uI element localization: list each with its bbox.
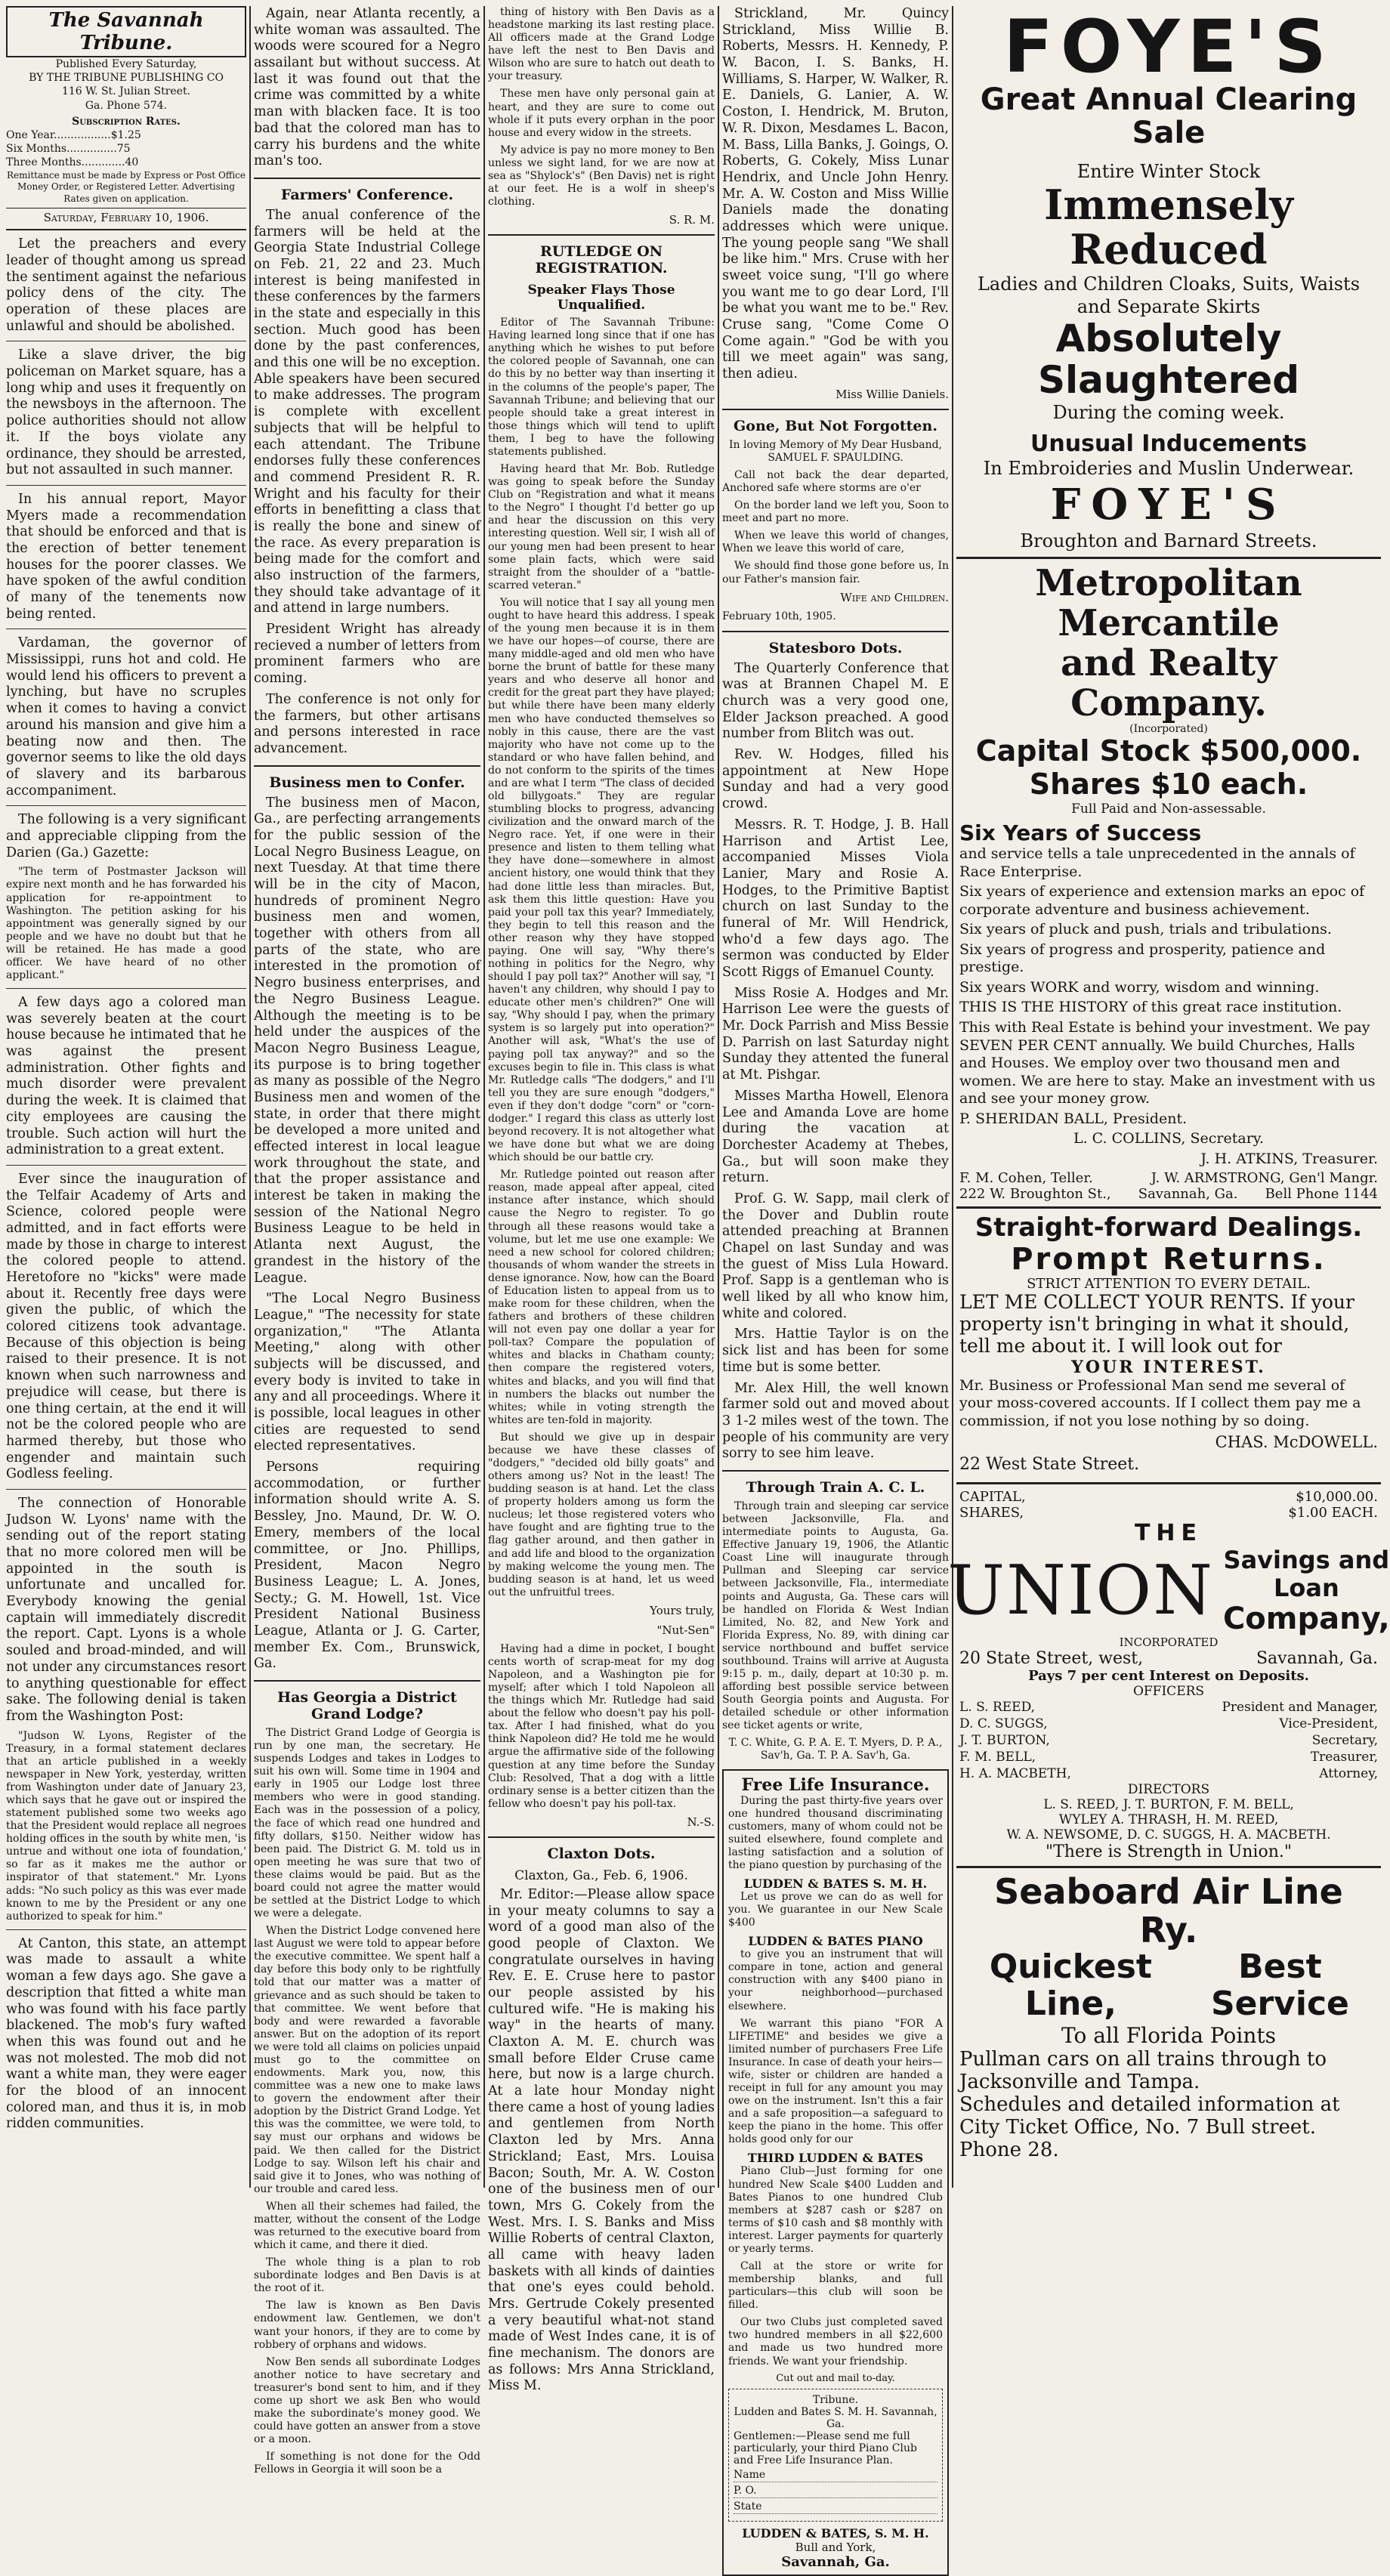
editorial-paragraph: Like a slave driver, the big policeman on Market square, has a long whip and uses it frequently on the newsboys in the afternoon. The police authorities should not allow it. If the boys violate any ordinance, they should be arrested, but not assaulted in such manner. [6, 347, 246, 478]
union-pays: Pays 7 per cent Interest on Deposits. [1028, 1667, 1309, 1684]
piano-ad-text: to give you an instrument that will compare in tone, action and general construction with any $400 piano in your neighborhood—purchased elsewhere. [728, 1948, 943, 2012]
editorial-paragraph: Again, near Atlanta recently, a white woman was assaulted. The woods were scoured for a Negro assailant but without success. At last it was found out that the crime was committed by a white man with blacken face. It is too bad that the colored man has to carry his burdens and the white man's too. [254, 6, 480, 169]
foyes-stock: Entire Winter Stock [1076, 161, 1261, 182]
piano-ad-footer: Savannah, Ga. [781, 2553, 890, 2570]
article-paragraph: The whole thing is a plan to rob subordinate lodges and Ben Davis is at the root of it. [254, 2256, 480, 2295]
quoted-clipping: "The term of Postmaster Jackson will expire next month and he has forwarded his application for re-appointment to Washington. The petition asking for his appointment was generally signed by our people and we have no doubt but that he will be retained. He has made a good officer. We have heard of no other applicant." [6, 866, 246, 981]
metro-title: Metropolitan Mercantile [1035, 562, 1302, 645]
article-paragraph: Having had a dime in pocket, I bought cents worth of scrap-meat for my dog Napoleon, and a Washington pie for myself; after which I told Napoleon all the things which Mr. Rutledge had said about the fellow who doesn't pay his poll-tax. After I had finished, what do you think Napoleon did? He told me he would argue the affirmative side of the following question at any time before the Sunday Club: Resolved, That a dog with a little ordinary sense is a better citizen than the fellow who doesn't pay his poll-tax. [488, 1642, 715, 1810]
poem-line: Call not back the dear departed, Anchored safe where storms are o'er [722, 468, 949, 495]
metropolitan-ad [956, 559, 1381, 1209]
officer-row: D. C. SUGGS, Vice-President, [959, 1716, 1378, 1731]
foyes-name: FOYE'S [1050, 480, 1287, 530]
issue-date: Saturday, February 10, 1906. [6, 208, 246, 224]
metro-text: Six years of pluck and push, trials and tribulations. [959, 921, 1332, 938]
article-paragraph: Mr. Alex Hill, the well known farmer sold out and moved about 3 1-2 miles west of the town. The people of his community are very sorry to see him leave. [722, 1380, 949, 1462]
signature: Yours truly, [650, 1603, 715, 1617]
coupon-name-field[interactable] [734, 2469, 937, 2482]
coupon-state-field[interactable] [734, 2500, 937, 2514]
article-headline: Has Georgia a District Grand Lodge? [277, 1689, 457, 1722]
poem-date: February 10th, 1905. [722, 610, 836, 622]
coupon-po-label: P. O. [734, 2484, 757, 2497]
foyes-ad [956, 6, 1381, 559]
article-paragraph: Strickland, Mr. Quincy Strickland, Miss Willie B. Roberts, Messrs. H. Kennedy, P. W. Bacon, I. S. Banks, H. Williams, S. Harper, W. Walker, R. E. Daniels, G. Lanier, A. W. Coston, I. Hendrick, M. Bruton, W. R. Dixon, Mesdames L. Bacon, M. Bass, Lilla Banks, J. Goings, O. Roberts, G. Cokely, Miss Lunar Hendrix, and Uncle John Henry. Mr. A. W. Coston and Miss Willie Daniels made the donating addresses which were unique. The young people sang "We shall be like him." Mrs. Cruse with her sweet voice sung, "I'll go where you want me to go dear Lord, I'll be what you want me to be." Rev. Cruse sang, "Come Come O Come again." "God be with you till we meet again" was sang, then adieu. [722, 6, 949, 382]
article-paragraph: Having heard that Mr. Bob. Rutledge was going to speak before the Sunday Club on "Registration and what it means to the Negro" I thought I'd better go up and hear the discussion on this very interesting question. Well sir, I wish all of our young men had been present to hear some plain facts, which were said straight from the shoulder of a "battle-scarred veteran." [488, 463, 715, 591]
editorial-paragraph: The following is a very significant and appreciable clipping from the Darien (Ga.) Gazette: [6, 812, 246, 860]
foyes-title: FOYE'S [1003, 5, 1334, 89]
metro-text: This with Real Estate is behind your investment. We pay SEVEN PER CENT annually. We build Churches, Halls and Houses. We employ over two thousand men and women. We are here to stay. Make an investment with us and see your money grow. [959, 1018, 1376, 1107]
metro-text: Six years of experience and extension marks an epoc of corporate adventure and business achievement. [959, 883, 1365, 918]
article-paragraph: Misses Martha Howell, Elenora Lee and Amanda Love are home during the vacation at Dorchester Academy at Thebes, Ga., but will soon make they return. [722, 1088, 949, 1186]
article-paragraph: The anual conference of the farmers will be held at the Georgia State Industrial College on Feb. 21, 22 and 23. Much interest is being manifested in these conferences by the farmers in the state and especially in this section. Much good has been done by the past conferences, and this one will be no exception. Able speakers have been secured to make addresses. The program is complete with excellent subjects that will be helpful to each attendant. The Tribune endorses fully these conferences and commend President R. R. Wright and his faculty for their efforts in benefitting a class that is really the bone and sinew of the race. As every preparation is being made for the comfort and also instruction of the farmers, they should take advantage of it and attend in large numbers. [254, 207, 480, 616]
coupon-name-label: Name [734, 2468, 766, 2481]
piano-ad-text: We warrant this piano "FOR A LIFETIME" and besides we give a limited number of purchasers Free Life Insurance. In case of death your heirs—wife, sister or children are handed a receipt in full for any amount you may owe on the instrument. Isn't this a fair and a safe proposition—a safeguard to keep the piano in the home. This offer holds good only for our [728, 2017, 943, 2146]
masthead-phone: Ga. Phone 574. [85, 99, 168, 112]
article-paragraph: The conference is not only for the farmers, but other artisans and persons interested in race advancement. [254, 691, 480, 756]
officer-row: F. M. BELL, Treasurer, [959, 1749, 1378, 1765]
union-shares: $1.00 EACH. [1288, 1504, 1378, 1521]
union-directors: W. A. NEWSOME, D. C. SUGGS, H. A. MACBETH. [1006, 1827, 1331, 1843]
foyes-sale: Great Annual Clearing Sale [980, 82, 1358, 150]
article-paragraph: Mr. Rutledge pointed out reason after reason, made appeal after appeal, cited instance after instance, which should cause the Negro to register. To go through all these reasons would take a volume, but let me use one example: We need a new school for colored children; thousands of whom wander the streets in dense ignorance. Now, how can the Board of Education listen to appeal from us to make room for these children, when the fathers and brothers of these children will not even pay one dollar a year for poll-tax? Compare the population of whites and blacks in Chatham county; then compare the registered voters, whites and blacks, and you will find that in numbers the blacks out number the whites; while in voting strength the whites are ten-fold in majority. [488, 1169, 715, 1426]
column-rule [483, 6, 485, 2188]
seaboard-phone: Phone 28. [959, 2138, 1059, 2161]
poem-line: When we leave this world of changes, When we leave this world of care, [722, 530, 949, 555]
metro-president: P. SHERIDAN BALL, President. [959, 1110, 1188, 1127]
seaboard-florida: To all Florida Points [1061, 2023, 1277, 2049]
article-paragraph: President Wright has already recieved a number of letters from prominent farmers who are coming. [254, 622, 480, 687]
foyes-unusual: Unusual Inducements [1030, 430, 1307, 457]
union-the: THE [1134, 1519, 1203, 1546]
article-paragraph: But should we give up in despair because we have these classes of "dodgers," "decided old billy goats" and others among us? Not in the least! The budding season is at hand. Let the class of property holders among us form the nucleus; let those registered voters who have fought and are fighting true to the flag gather around, and then gather in and add life and blood to the organization by making welcome the young men. The budding season is at hand, let us weed out the unfruitful trees. [488, 1431, 715, 1598]
metro-paid: Full Paid and Non-assessable. [1071, 801, 1266, 817]
piano-ad-title: Free Life Insurance. [741, 1774, 930, 1795]
rate-year: One Year.................$1.25 [6, 128, 141, 141]
article-headline: Farmers' Conference. [280, 186, 454, 203]
metro-city: Savannah, Ga. [1138, 1186, 1238, 1203]
article-paragraph: Editor of The Savannah Tribune: Having learned long since that if one has anything which he wishes to put before the colored people of Savannah, one can do this by no better way than inserting it in the columns of the people's paper, The Savannah Tribune; and believing that our people should take a great interest in those things which will tend to uplift them, I beg to have the following statements published. [488, 317, 715, 458]
column-3 [488, 6, 715, 2394]
union-company: Company, [1222, 1601, 1390, 1636]
article-paragraph: My advice is pay no more money to Ben unless we sight land, for we are now at sea as "Shylock's" (Ben Davis) net is right at our feet. He is a wolf in sheep's clothing. [488, 144, 715, 208]
coupon-state-label: State [734, 2500, 762, 2513]
union-address: 20 State Street, west, [959, 1648, 1144, 1668]
signature: S. R. M. [669, 213, 715, 227]
piano-ad-text: Let us prove we can do as well for you. We guarantee in our New Scale $400 [728, 1891, 943, 1929]
article-paragraph: The business men of Macon, Ga., are perfecting arrangements for the public session of the Local Negro Business League, on next Tuesday. At that time there will be in the city of Macon, hundreds of prominent Negro business men and women, together with others from all parts of the state, who are interested in the promotion of Negro business enterprises, and the Negro Business League. Although the meeting is to be held under the auspices of the Macon Negro Business League, its purpose is to bring together as many as possible of the Negro Business men and women of the state, in order that there might be developed a more united and effected interest in local league work throughout the state, and that the proper assistance and interest be taken in making the session of the National Negro Business League to be held in Atlanta next August, the grandest in the history of the League. [254, 795, 480, 1286]
metro-secretary: L. C. COLLINS, Secretary. [1073, 1130, 1265, 1147]
column-rule [718, 6, 719, 2188]
rate-six: Six Months...............75 [6, 143, 131, 156]
union-city: Savannah, Ga. [1256, 1648, 1378, 1668]
article-paragraph: The law is known as Ben Davis endowment law. Gentlemen, we don't want your honors, if they are to come by robbery of orphans and widows. [254, 2300, 480, 2351]
union-directors-heading: DIRECTORS [1127, 1782, 1210, 1798]
seaboard-text: Pullman cars on all trains through to Jacksonville and Tampa. [959, 2048, 1327, 2094]
article-paragraph: Mrs. Hattie Taylor is on the sick list and has been for some time but is some better. [722, 1327, 949, 1375]
article-paragraph: Mr. Editor:—Please allow space in your meaty columns to say a word of a good man also of the good people of Claxton. We congratulate ourselves in having Rev. E. E. Cruse here to pastor our people assisted by his cultured wife. "He is making his way" in the hearts of many. Claxton A. M. E. church was small before Elder Cruse came here, but now is a large church. At a late hour Monday night there came a host of young ladies and gentlemen from North Claxton led by Mrs. Anna Strickland; East, Mrs. Louisa Bacon; South, Mr. A. W. Coston one of the business men of our town, Mrs G. Cokely from the West. Mrs. I. S. Banks and Miss Willie Roberts of central Claxton, all came with heavy laden baskets with all kinds of dainties that one's eyes could behold. Mrs. Gertrude Cokely presented a very beautiful what-not stand made of West Indes cane, it is of fine mechanism. The donors are as follows: Mrs Anna Strickland, Miss M. [488, 1886, 715, 2394]
foyes-streets: Broughton and Barnard Streets. [1020, 530, 1317, 552]
article-paragraph: The Quarterly Conference that was at Brannen Chapel M. E church was a very good one, Elder Jackson preached. A good number from Blitch was out. [722, 660, 949, 742]
mail-coupon[interactable] [728, 2389, 943, 2522]
editorial-paragraph: At Canton, this state, an attempt was made to assault a white woman a few days ago. She gave a description that fitted a white man who was found with his face partly blackened. The mob's fury wafted when this was found out and he was not molested. The mob did not want a white man, they were eager for the blood of an innocent colored man, and thus it is, in mob ridden communities. [6, 1935, 246, 2132]
masthead-published: Published Every Saturday, [55, 58, 197, 70]
column-2 [254, 6, 480, 2476]
editorial-paragraph: Vardaman, the governor of Mississippi, runs hot and cold. He would lend his officers to prevent a lynching, but have no scruples when it comes to having a convict around his mansion and give him a beating now and then. The governor seems to like the old days of slavery and its barbarous accompaniment. [6, 635, 246, 798]
seaboard-text: Schedules and detailed information at City Ticket Office, No. 7 Bull street. [959, 2093, 1340, 2139]
article-headline: Statesboro Dots. [768, 639, 903, 656]
metro-incorporated: (Incorporated) [1129, 723, 1208, 736]
article-paragraph: Through train and sleeping car service between Jacksonville, Fla. and intermediate points to Augusta, Ga. Effective January 19, 1906, the Atlantic Coast Line will inaugurate through Pullman and Sleeping car service between Jacksonville, Fla., intermediate points and Augusta, Ga. These cars will be handled on Florida & West Indian Limited, No. 82, and New York and Florida Express, No. 89, with dining car service northbound and buffet service southbound. Trains will arrive at Augusta 9:15 p. m., daily, depart at 10:30 p. m. affording best possible service between South Georgia points and Augusta. For detailed schedule or other information see ticket agents or write, [722, 1500, 949, 1732]
union-directors: WYLEY A. THRASH, H. M. REED, [1058, 1812, 1279, 1828]
piano-ad-text: Piano Club—Just forming for one hundred New Scale $400 Ludden and Bates Pianos to one hundred Club members at $287 cash or $287 on terms of $10 cash and $8 monthly with interest. Larger payments for quarterly or yearly terms. [728, 2165, 943, 2255]
metro-teller: F. M. Cohen, Teller. [959, 1170, 1093, 1187]
remittance-note: Remittance must be made by Express or Post Office Money Order, or Registered Letter. Advertising Rates given on application. [6, 169, 246, 204]
mcdowell-prompt: Prompt Returns. [1011, 1242, 1327, 1277]
article-headline: Through Train A. C. L. [746, 1478, 925, 1496]
column-1 [6, 6, 246, 2188]
union-name: UNION [947, 1551, 1214, 1631]
article-paragraph: thing of history with Ben Davis as a headstone marking its last resting place. All officers made at the Grand Lodge have left the nest to Ben Davis and Wilson who are sure to hatch out death to your treasury. [488, 6, 715, 83]
column-5-ads [947, 5, 1390, 2188]
column-4 [722, 6, 949, 2570]
piano-ad [722, 1769, 949, 2576]
union-incorporated: INCORPORATED [1119, 1635, 1219, 1649]
mcdowell-text: Mr. Business or Professional Man send me several of your moss-covered accounts. If I collect them pay me a commission, if not you lose nothing by so doing. [959, 1376, 1361, 1429]
signature: "Nut-Sen" [656, 1623, 715, 1637]
masthead [6, 6, 246, 230]
piano-ad-text: Our two Clubs just completed saved two hundred members in all $22,600 and made us two hundred more friends. We want your friendship. [728, 2316, 943, 2368]
piano-ad-text: During the past thirty-five years over one hundred thousand discriminating customers, many of whom could not be suited elsewhere, found complete and lasting satisfaction and a solution of the piano question by purchasing of the [728, 1794, 943, 1871]
article-paragraph: You will notice that I say all young men ought to have heard this address. I speak of the young men because it is in them we have our hopes—of course, there are many middle-aged and old men who have borne the brunt of battle for these many years and who deserve all honor and credit for the great part they have played; but while there have been many elderly men who have conducted themselves so nobly in this cause, there are the vast majority who have not come up to the standard or who have fallen behind, and do not conform to the spirits of the times and are what I term "The class of decided old billygoats." They are regular stumbling blocks to progress, advancing civilization and the onward march of the Negro race. Yet, if one were in their presence and listen to them telling what they have done—somewhere in almost ancient history, one would think that they had done little less than miracles. But, ask them this little question: Have you paid your poll tax this year? Immediately, they begin to tell this reason and the other reason why they have stopped paying. One will say, "Why there's nothing in politics for the Negro, why should I pay poll tax?" Another will say, "I haven't any children, why should I pay to educate other men's children?" One will say, "Why should I pay, when the primary system is so largely put into operation?" Another will ask, "What's the use of paying poll tax anyway?" and so the excuses begin to file in. This class is what Mr. Rutledge calls "The dodgers," and I'll tell you they are sure enough "dodgers," even if they don't dodge "corn" or "corn-dodger." I regard this class as utterly lost beyond recovery. It is not altogether what we have done but what we are doing which should be our battle cry. [488, 596, 715, 1164]
metro-phone: Bell Phone 1144 [1265, 1186, 1378, 1203]
officer-row: J. T. BURTON, Secretary, [959, 1732, 1378, 1748]
masthead-title: The Savannah Tribune. [6, 6, 246, 57]
article-paragraph: Messrs. R. T. Hodge, J. B. Hall Harrison and Artist Lee, accompanied Misses Viola Lanier, Mary and Rosie A. Hodges, to the Primitive Baptist church on last Sunday to the funeral of Mr. Will Hendrick, who'd a few days ago. The sermon was conducted by Elder Scott Riggs of Emanuel County. [722, 817, 949, 981]
foyes-ladies: Ladies and Children Cloaks, Suits, Waists and Separate Skirts [977, 273, 1361, 317]
poem-line: We should find those gone before us, In our Father's mansion fair. [722, 560, 949, 585]
mcdowell-strict: STRICT ATTENTION TO EVERY DETAIL. [1027, 1276, 1311, 1293]
mcdowell-interest: YOUR INTEREST. [1071, 1357, 1266, 1377]
officer-row: L. S. REED, President and Manager, [959, 1699, 1378, 1715]
piano-ad-firm: LUDDEN & BATES S. M. H. [743, 1876, 928, 1892]
metro-text: THIS IS THE HISTORY of this great race institution. [959, 999, 1342, 1016]
union-capital: $10,000.00. [1296, 1488, 1378, 1505]
article-headline: Business men to Confer. [269, 774, 465, 791]
masthead-address: 116 W. St. Julian Street. [61, 85, 191, 98]
quoted-clipping: "Judson W. Lyons, Register of the Treasury, in a formal statement declares that an article published in a weekly newspaper in New York, yesterday, written from Washington under date of January 23, which says that he gave out or inspired the statement published some two weeks ago that the President would replace all negroes holding offices in the south by white men, 'is untrue and without one iota of foundation,' so far as it makes me the author or inspirator of that statement." Mr. Lyons adds: "No such policy as this was ever made known to me by the President or any one authorized to speak for him." [6, 1729, 246, 1923]
foyes-slaughtered: Absolutely Slaughtered [1037, 316, 1300, 402]
seaboard-best: Best Service [1210, 1947, 1349, 2023]
masthead-publisher: BY THE TRIBUNE PUBLISHING CO [29, 72, 224, 85]
union-directors: L. S. REED, J. T. BURTON, F. M. BELL, [1043, 1797, 1294, 1813]
signature: Miss Willie Daniels. [836, 387, 949, 401]
union-ad [947, 1484, 1390, 1869]
officer-row: H. A. MACBETH, Attorney, [959, 1766, 1378, 1782]
metro-text: and service tells a tale unprecedented in the annals of Race Enterprise. [959, 845, 1355, 880]
article-paragraph: Miss Rosie A. Hodges and Mr. Harrison Lee were the guests of Mr. Dock Parrish and Miss Bessie D. Parrish on last Saturday night Sunday they attented the funeral at Mt. Pishgar. [722, 985, 949, 1083]
metro-text: Six years of progress and prosperity, patience and prestige. [959, 941, 1326, 976]
foyes-week: During the coming week. [1052, 401, 1285, 423]
mcdowell-text: LET ME COLLECT YOUR RENTS. If your property isn't bringing in what it should, tell me about it. I will look out for [959, 1291, 1354, 1357]
article-paragraph: Rev. W. Hodges, filled his appointment at New Hope Sunday and had a very good crowd. [722, 747, 949, 812]
article-paragraph: "The Local Negro Business League," "The necessity for state organization," "The Atlanta Meeting," along with other subjects will be discussed, and every body is invited to take in any and all proceedings. Where it is possible, local leagues in other cities are requested to send elected representatives. [254, 1291, 480, 1454]
signature: T. C. White, G. P. A. E. T. Myers, D. P. A., Sav'h, Ga. T. P. A. Sav'h, Ga. [728, 1737, 943, 1762]
editorial-paragraph: A few days ago a colored man was severely beaten at the court house because he intimated that he was against the present administration. Other fights and much disorder were prevalent during the week. It is claimed that city employees are causing the trouble. Such action will hurt the administration to a great extent. [6, 995, 246, 1158]
foyes-reduced: Immensely Reduced [1044, 181, 1293, 274]
metro-six-years: Six Years of Success [959, 820, 1202, 845]
union-officers-heading: OFFICERS [1132, 1683, 1205, 1699]
metro-address: 222 W. Broughton St., [959, 1186, 1111, 1203]
article-paragraph: Prof. G. W. Sapp, mail clerk of the Dover and Dublin route attended preaching at Brannen Chapel on last Sunday and was the guest of Miss Lula Howard. Prof. Sapp is a gentleman who is well liked by all who know him, white and colored. [722, 1191, 949, 1321]
mcdowell-title: Straight-forward Dealings. [975, 1212, 1363, 1243]
metro-title: and Realty Company. [1060, 641, 1277, 724]
union-savings: Savings and Loan [1223, 1546, 1390, 1602]
mcdowell-address: 22 West State Street. [959, 1455, 1140, 1475]
union-capital-label: CAPITAL, [959, 1488, 1026, 1505]
metro-text: Six years WORK and worry, wisdom and winning. [959, 978, 1320, 996]
article-paragraph: If something is not done for the Odd Fellows in Georgia it will soon be a [254, 2451, 480, 2476]
article-paragraph: The District Grand Lodge of Georgia is run by one man, the secretary. He suspends Lodges and takes in Lodges to suit his own will. Some time in 1904 and early in 1905 our Lodge lost three members who were in good standing. Each was in the possession of a policy, the face of which read one hundred and fifty dollars, $150. Neither widow has been paid. The District G. M. told us in open meeting he was sure that two of these claims would be paid. But as the board could not agree the matter would be settled at the District Lodge to which we were a delegate. [254, 1727, 480, 1920]
editorial-paragraph: The connection of Honorable Judson W. Lyons' name with the sending out of the report stating that no more colored men will be appointed in the south is unfortunate and uncalled for. Everybody knowing the genial captain will immediately discredit the report. Capt. Lyons is a whole souled and broad-minded, and will not under any circumstances resort to anything questionable for effect sake. The following denial is taken from the Washington Post: [6, 1495, 246, 1724]
coupon-po-field[interactable] [734, 2485, 937, 2498]
article-dateline: Claxton, Ga., Feb. 6, 1906. [514, 1867, 688, 1883]
metro-capital: Capital Stock $500,000. [975, 734, 1362, 768]
article-paragraph: Persons requiring accommodation, or further information should write A. S. Bessley, Jno. Maund, Dr. W. O. Emery, members of the local committee, or Jno. Phillips, President, Macon Negro Business League; L. A. Jones, Secty.; G. M. Howell, 1st. Vice President National Business League, Atlanta or J. G. Carter, member Ex. Com., Brunswick, Ga. [254, 1459, 480, 1672]
article-subheadline: Speaker Flays Those Unqualified. [527, 283, 675, 314]
piano-ad-footer: Bull and York, [795, 2540, 876, 2554]
piano-ad-footer: LUDDEN & BATES, S. M. H. [742, 2525, 929, 2540]
piano-ad-cut-note: Cut out and mail to-day. [776, 2372, 895, 2384]
editorial-paragraph: Let the preachers and every leader of thought among us spread the sentiment against the nefarious policy dens of the city. The operation of these places are unlawful and should be abolished. [6, 236, 246, 334]
mcdowell-ad [956, 1209, 1381, 1484]
coupon-text: Gentlemen:—Please send me full particularly, your third Piano Club and Free Life Insurance Plan. [734, 2429, 917, 2466]
metro-manager: J. W. ARMSTRONG, Gen'l Mangr. [1151, 1170, 1378, 1187]
article-paragraph: Now Ben sends all subordinate Lodges another notice to have secretary and treasurer's bond sent to him, and if they come up short we ask Ben who would make the subordinate's money good. We could have gotten an answer from a stove or a moon. [254, 2355, 480, 2446]
column-rule [249, 6, 251, 2188]
article-paragraph: When all their schemes had failed, the matter, without the consent of the Lodge was returned to the executive board from which it came, and there it died. [254, 2200, 480, 2252]
metro-shares: Shares $10 each. [1029, 768, 1308, 802]
seaboard-quickest: Quickest Line, [989, 1947, 1152, 2023]
mcdowell-name: CHAS. McDOWELL. [1215, 1433, 1378, 1452]
seaboard-title: Seaboard Air Line Ry. [994, 1871, 1343, 1951]
article-paragraph: These men have only personal gain at heart, and they are sure to come out whole if it puts every orphan in the poor house and every widow in the streets. [488, 88, 715, 139]
coupon-address: Ludden and Bates S. M. H. Savannah, Ga. [734, 2405, 937, 2430]
editorial-paragraph: In his annual report, Mayor Myers made a recommendation that should be enforced and that is the erection of better tenement houses for the poorer classes. We have spoken of the awful condition of many of the tenements now being rented. [6, 491, 246, 622]
union-shares-label: SHARES, [959, 1504, 1024, 1521]
piano-ad-firm: THIRD LUDDEN & BATES [747, 2151, 924, 2166]
union-motto: "There is Strength in Union." [1045, 1842, 1292, 1862]
piano-ad-firm: LUDDEN & BATES PIANO [748, 1934, 923, 1949]
signature: N.-S. [687, 1815, 715, 1829]
poem-intro: In loving Memory of My Dear Husband, SAMUEL F. SPAULDING. [729, 438, 942, 464]
foyes-embroideries: In Embroideries and Muslin Underwear. [983, 458, 1354, 480]
seaboard-ad [956, 1868, 1381, 2166]
article-headline: RUTLEDGE ON REGISTRATION. [535, 243, 668, 277]
piano-ad-text: Call at the store or write for membership blanks, and full particulars—this club will soon be filled. [728, 2259, 943, 2312]
editorial-paragraph: Ever since the inauguration of the Telfair Academy of Arts and Science, colored people were admitted, and in fact efforts were made by those in charge to interest the colored people to attend. Heretofore no "kicks" were made about it. Recently free days were given the public, of which the colored citizens took advantage. Because of this objection is being raised to their presence. It is not known when such narrowness and prejudice will cease, but there is one thing certain, at the end it will not be the colored people who are harmed thereby, but those who engender and maintain such Godless feeling. [6, 1171, 246, 1482]
article-headline: Gone, But Not Forgotten. [734, 417, 937, 434]
union-officers-list [959, 1699, 1378, 1782]
column-rule [952, 6, 953, 2188]
coupon-header: Tribune. [812, 2393, 859, 2406]
masthead-rates-heading: Subscription Rates. [72, 115, 181, 128]
metro-treasurer: J. H. ATKINS, Treasurer. [1200, 1150, 1378, 1167]
poem-line: On the border land we left you, Soon to meet and part no more. [722, 499, 949, 525]
rate-three: Three Months.............40 [6, 156, 139, 169]
article-headline: Claxton Dots. [547, 1845, 656, 1862]
article-paragraph: When the District Lodge convened here last August we were told to appear before the executive committee. We spent half a day before this body only to be rightfully told that our matter was a matter of grievance and as such should be taken to that committee. We went before that body and were rewarded a favorable answer. But on the adoption of its report we were told all claims on policies unpaid must go to the committee on endowments. Mark you, now, this committee was a new one to make laws to govern the endowment after their adoption by the District Grand Lodge. Yet this was the committee, we were told, to say must our orphans and widows be paid. We then called for the District Lodge to say. Wilson left his chair and said give it to Jones, who was nothing of our trouble and cared less. [254, 1925, 480, 2195]
signature: Wife and Children. [840, 590, 949, 604]
